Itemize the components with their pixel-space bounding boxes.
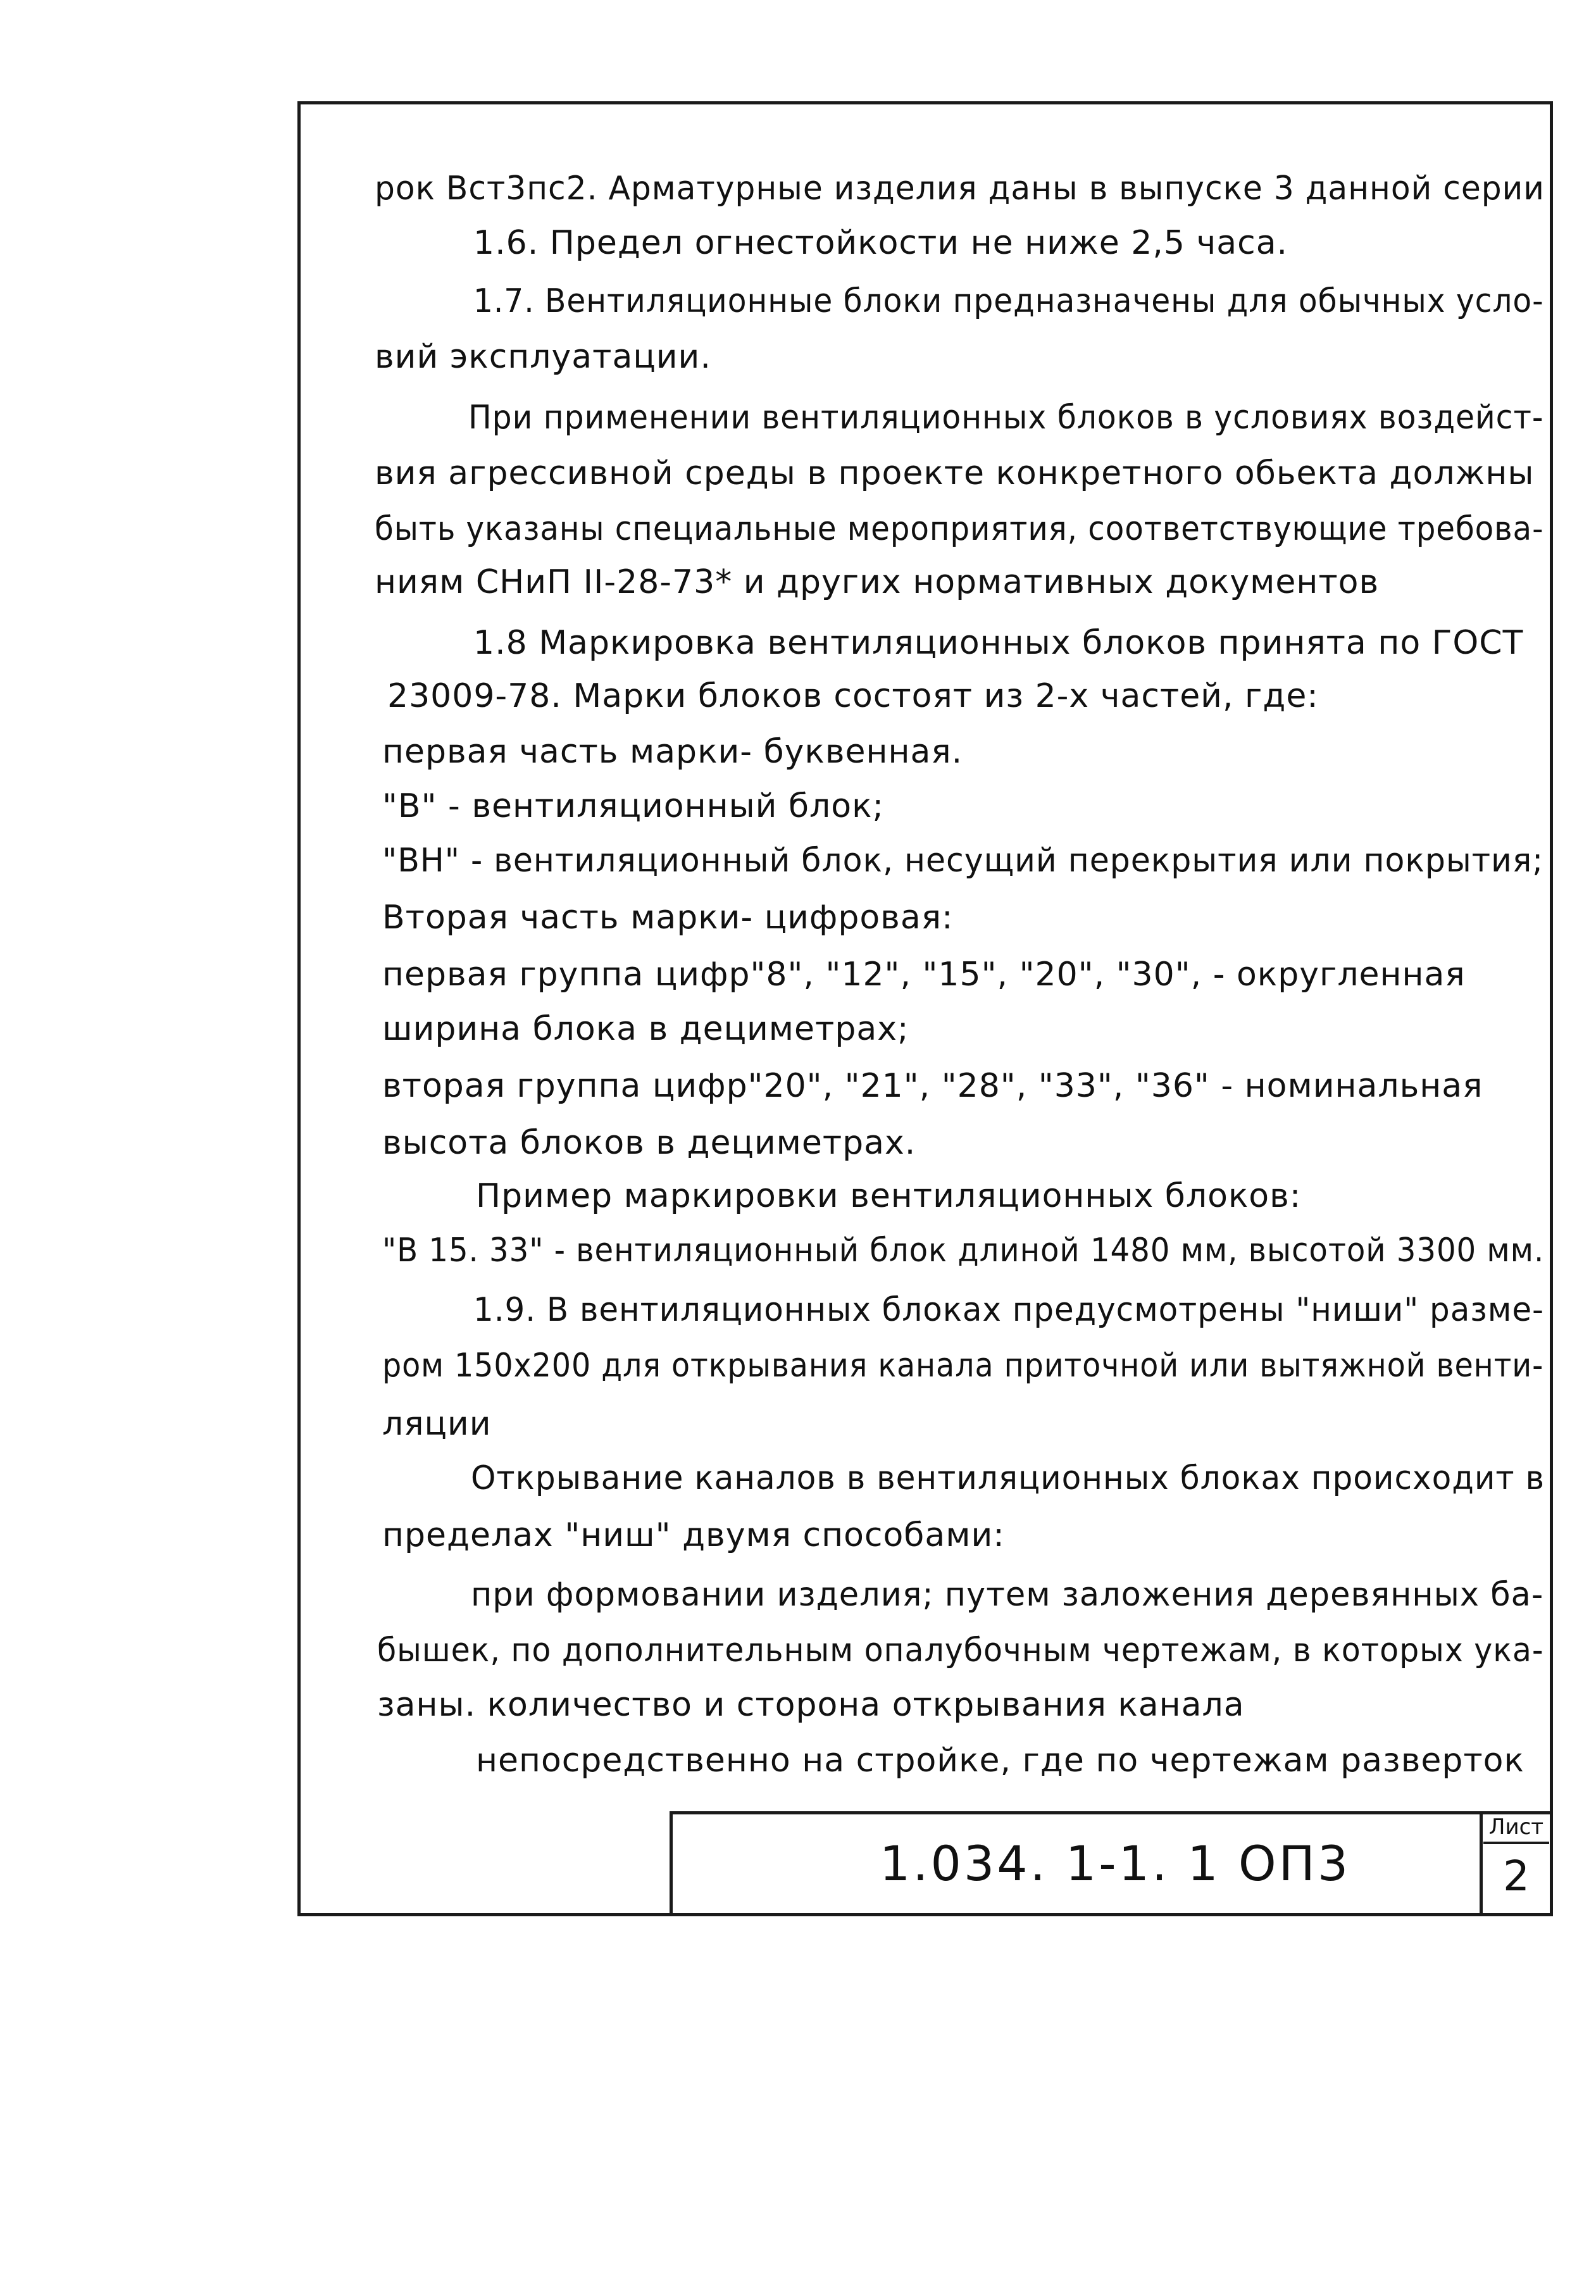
document-code: 1.034. 1-1. 1 ОП3	[880, 1835, 1351, 1892]
text-line: 1.7. Вентиляционные блоки предназначены для обычных усло-	[473, 282, 1544, 320]
text-line: Открывание каналов в вентиляционных блоках происходит в	[471, 1459, 1545, 1497]
text-line: при формовании изделия; путем заложения деревянных ба-	[471, 1576, 1544, 1614]
sheet-number: 2	[1503, 1852, 1530, 1900]
text-line: бышек, по дополнительным опалубочным чертежам, в которых ука-	[377, 1632, 1544, 1669]
text-line: 1.8 Маркировка вентиляционных блоков принята по ГОСТ	[473, 624, 1524, 662]
text-line: вия агрессивной среды в проекте конкретного обьекта должны	[375, 454, 1535, 492]
sheet-label: Лист	[1483, 1812, 1549, 1844]
text-line: вторая группа цифр"20", "21", "28", "33", "36" - номинальная	[382, 1067, 1483, 1105]
text-line: высота блоков в дециметрах.	[382, 1124, 916, 1162]
text-line: 1.9. В вентиляционных блоках предусмотрены "ниши" разме-	[473, 1291, 1545, 1329]
text-line: 23009-78. Марки блоков состоят из 2-х частей, где:	[387, 677, 1319, 715]
text-line: "В 15. 33" - вентиляционный блок длиной 1480 мм, высотой 3300 мм.	[382, 1232, 1545, 1270]
text-line: первая часть марки- буквенная.	[382, 733, 963, 771]
text-line: пределах "ниш" двумя способами:	[382, 1516, 1005, 1554]
text-line: быть указаны специальные мероприятия, соответствующие требова-	[375, 510, 1544, 548]
text-line: При применении вентиляционных блоков в условиях воздейст-	[468, 399, 1544, 437]
text-line: вий эксплуатации.	[375, 338, 711, 376]
text-line: ляции	[382, 1405, 492, 1443]
text-line: непосредственно на стройке, где по чертежам разверток	[476, 1742, 1524, 1780]
text-line: Вторая часть марки- цифровая:	[382, 899, 954, 937]
text-line: заны. количество и сторона открывания канала	[377, 1686, 1245, 1724]
text-line: "ВН" - вентиляционный блок, несущий перекрытия или покрытия;	[382, 842, 1544, 880]
text-line: рок Вст3пс2. Арматурные изделия даны в выпуске 3 данной серии	[375, 170, 1545, 208]
text-line: Пример маркировки вентиляционных блоков:	[476, 1177, 1302, 1215]
text-line: ниям СНиП II-28-73* и других нормативных документов	[375, 563, 1380, 601]
text-line: первая группа цифр"8", "12", "15", "20", "30", - округленная	[382, 956, 1466, 994]
text-line: ширина блока в дециметрах;	[382, 1010, 909, 1048]
text-line: 1.6. Предел огнестойкости не ниже 2,5 часа.	[473, 224, 1288, 262]
text-line: "В" - вентиляционный блок;	[382, 787, 884, 825]
text-line: ром 150х200 для открывания канала приточной или вытяжной венти-	[382, 1347, 1544, 1385]
